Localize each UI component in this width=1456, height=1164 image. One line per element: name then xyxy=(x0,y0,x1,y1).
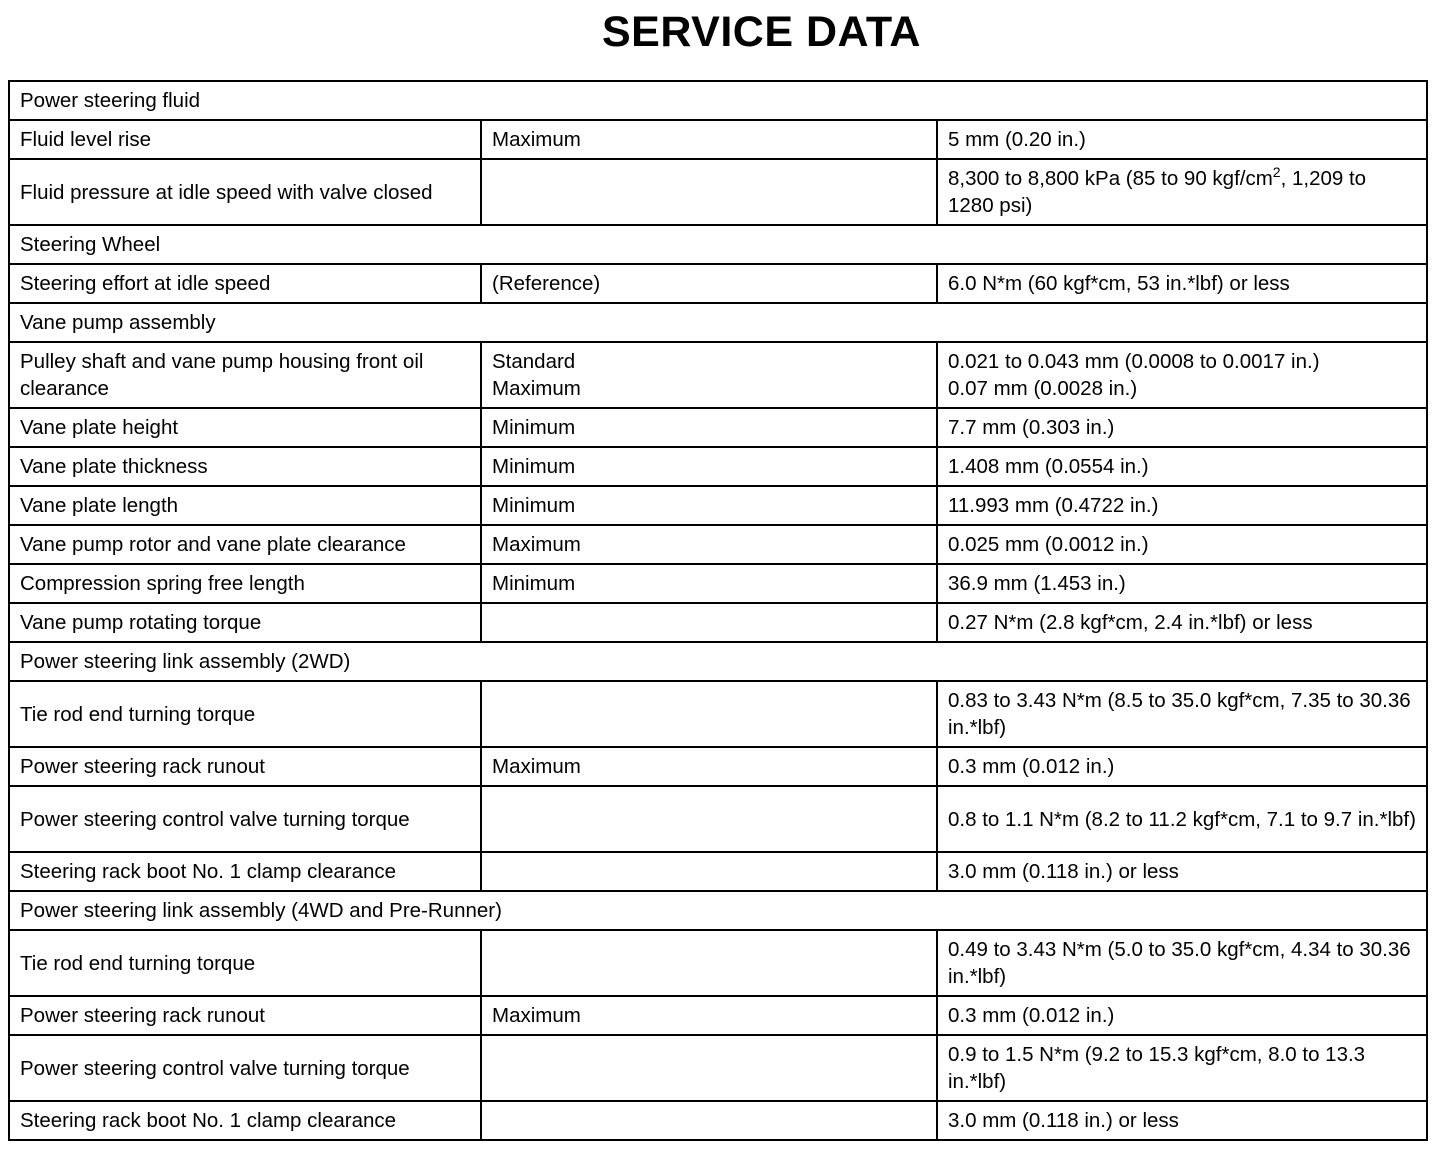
table-row xyxy=(9,1035,1427,1101)
item-cell: Vane plate height xyxy=(9,408,481,447)
condition-cell xyxy=(481,342,937,408)
item-cell: Vane plate thickness xyxy=(9,447,481,486)
table-row xyxy=(9,603,1427,642)
section-row xyxy=(9,81,1427,120)
page-title: SERVICE DATA xyxy=(602,8,921,56)
table-row xyxy=(9,525,1427,564)
value-cell: 3.0 mm (0.118 in.) or less xyxy=(937,852,1427,891)
table-row xyxy=(9,408,1427,447)
value-line: 0.07 mm (0.0028 in.) xyxy=(948,377,1138,400)
item-cell: Power steering rack runout xyxy=(9,747,481,786)
section-label: Power steering link assembly (2WD) xyxy=(9,642,1427,681)
table-row xyxy=(9,1101,1427,1140)
table-row xyxy=(9,159,1427,225)
section-row xyxy=(9,303,1427,342)
section-label: Power steering link assembly (4WD and Pre-Runner) xyxy=(9,891,1427,930)
item-cell: Power steering control valve turning torque xyxy=(9,786,481,852)
value-cell: 11.993 mm (0.4722 in.) xyxy=(937,486,1427,525)
condition-cell: Minimum xyxy=(481,486,937,525)
table-row xyxy=(9,447,1427,486)
condition-cell: Minimum xyxy=(481,447,937,486)
value-cell: 0.27 N*m (2.8 kgf*cm, 2.4 in.*lbf) or less xyxy=(937,603,1427,642)
condition-cell: Maximum xyxy=(481,525,937,564)
item-cell: Pulley shaft and vane pump housing front oil clearance xyxy=(9,342,481,408)
item-cell: Fluid pressure at idle speed with valve closed xyxy=(9,159,481,225)
condition-cell xyxy=(481,786,937,852)
value-cell: 0.3 mm (0.012 in.) xyxy=(937,747,1427,786)
item-cell: Vane plate length xyxy=(9,486,481,525)
condition-cell xyxy=(481,603,937,642)
condition-line: Maximum xyxy=(492,377,581,400)
section-row xyxy=(9,642,1427,681)
superscript: 2 xyxy=(1272,164,1281,181)
table-row xyxy=(9,342,1427,408)
condition-cell xyxy=(481,852,937,891)
condition-cell: Maximum xyxy=(481,747,937,786)
value-cell: 7.7 mm (0.303 in.) xyxy=(937,408,1427,447)
item-cell: Compression spring free length xyxy=(9,564,481,603)
section-row xyxy=(9,225,1427,264)
item-cell: Power steering rack runout xyxy=(9,996,481,1035)
value-cell: 0.49 to 3.43 N*m (5.0 to 35.0 kgf*cm, 4.34 to 30.36 in.*lbf) xyxy=(937,930,1427,996)
service-data-table xyxy=(8,80,1428,1141)
item-cell: Steering rack boot No. 1 clamp clearance xyxy=(9,852,481,891)
condition-cell: (Reference) xyxy=(481,264,937,303)
value-cell xyxy=(937,342,1427,408)
item-cell: Power steering control valve turning torque xyxy=(9,1035,481,1101)
section-label: Steering Wheel xyxy=(9,225,1427,264)
condition-cell xyxy=(481,1101,937,1140)
table-row xyxy=(9,930,1427,996)
condition-line: Standard xyxy=(492,350,576,373)
value-cell: 0.025 mm (0.0012 in.) xyxy=(937,525,1427,564)
condition-cell: Minimum xyxy=(481,564,937,603)
table-row xyxy=(9,564,1427,603)
table-row xyxy=(9,852,1427,891)
value-cell: 0.83 to 3.43 N*m (8.5 to 35.0 kgf*cm, 7.35 to 30.36 in.*lbf) xyxy=(937,681,1427,747)
item-cell: Steering effort at idle speed xyxy=(9,264,481,303)
condition-cell: Maximum xyxy=(481,996,937,1035)
condition-cell: Minimum xyxy=(481,408,937,447)
value-cell: 1.408 mm (0.0554 in.) xyxy=(937,447,1427,486)
table-row xyxy=(9,264,1427,303)
item-cell: Tie rod end turning torque xyxy=(9,930,481,996)
condition-cell xyxy=(481,1035,937,1101)
item-cell: Tie rod end turning torque xyxy=(9,681,481,747)
value-cell: 0.8 to 1.1 N*m (8.2 to 11.2 kgf*cm, 7.1 to 9.7 in.*lbf) xyxy=(937,786,1427,852)
condition-cell xyxy=(481,930,937,996)
item-cell: Vane pump rotor and vane plate clearance xyxy=(9,525,481,564)
value-cell: 0.9 to 1.5 N*m (9.2 to 15.3 kgf*cm, 8.0 to 13.3 in.*lbf) xyxy=(937,1035,1427,1101)
condition-cell: Maximum xyxy=(481,120,937,159)
condition-cell xyxy=(481,159,937,225)
value-cell: 0.3 mm (0.012 in.) xyxy=(937,996,1427,1035)
value-cell xyxy=(937,159,1427,225)
value-text: 8,300 to 8,800 kPa (85 to 90 kgf/cm xyxy=(948,167,1273,190)
table-row xyxy=(9,747,1427,786)
value-cell: 6.0 N*m (60 kgf*cm, 53 in.*lbf) or less xyxy=(937,264,1427,303)
section-label: Vane pump assembly xyxy=(9,303,1427,342)
value-cell: 36.9 mm (1.453 in.) xyxy=(937,564,1427,603)
item-cell: Vane pump rotating torque xyxy=(9,603,481,642)
value-cell: 5 mm (0.20 in.) xyxy=(937,120,1427,159)
table-row xyxy=(9,681,1427,747)
table-row xyxy=(9,786,1427,852)
value-line: 0.021 to 0.043 mm (0.0008 to 0.0017 in.) xyxy=(948,350,1320,373)
table-row xyxy=(9,120,1427,159)
table-row xyxy=(9,486,1427,525)
value-text: , 1,209 to 1280 psi) xyxy=(948,167,1367,217)
item-cell: Fluid level rise xyxy=(9,120,481,159)
condition-cell xyxy=(481,681,937,747)
item-cell: Steering rack boot No. 1 clamp clearance xyxy=(9,1101,481,1140)
section-row xyxy=(9,891,1427,930)
section-label: Power steering fluid xyxy=(9,81,1427,120)
value-cell: 3.0 mm (0.118 in.) or less xyxy=(937,1101,1427,1140)
table-row xyxy=(9,996,1427,1035)
